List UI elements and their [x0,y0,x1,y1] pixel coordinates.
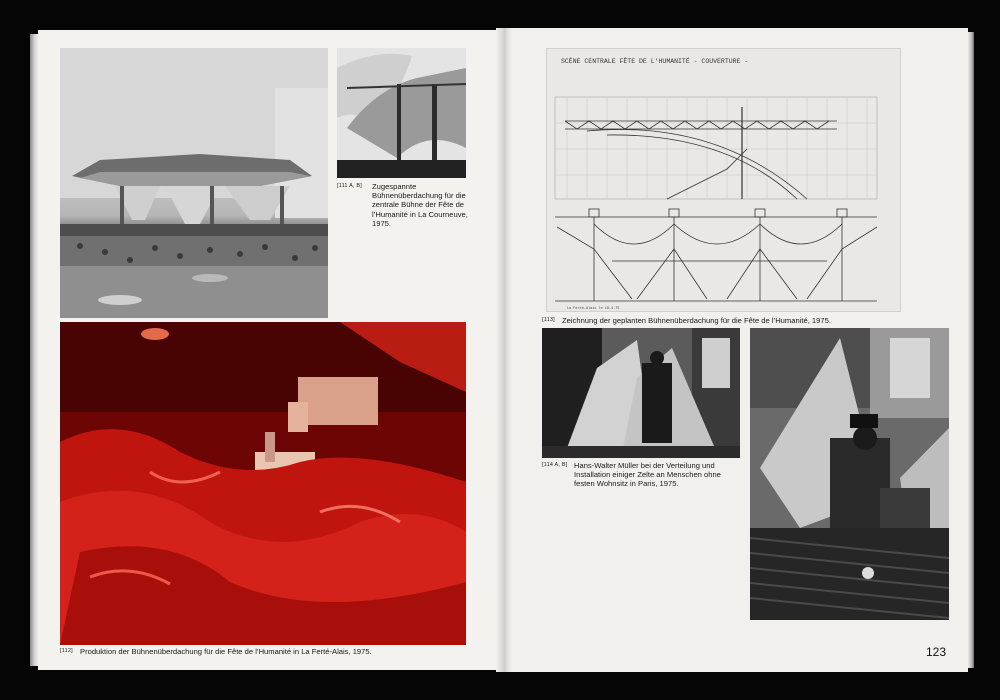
fig-113-caption: Zeichnung der geplanten Bühnenüberdachung für die Fête de l’Humanité, 1975. [562,316,831,325]
book-gutter [496,28,512,672]
book-edge-left [30,34,38,666]
fig-111-tag: [111 A, B] [337,183,363,189]
red-production-photo [60,322,466,645]
street-tents-photo-b [750,328,949,620]
page-number: 123 [926,645,947,659]
fig-112-tag: [112] [60,648,73,654]
fig-114-caption: Hans-Walter Müller bei der Verteilung und Installation einiger Zelte an Menschen ohne festen Wohnsitz in Paris, 1975. [574,461,721,489]
book-edge-right [968,32,974,668]
tent-structure-photo [337,48,466,178]
fig-114-tag: [114 A, B] [542,462,568,468]
technical-drawing [546,48,901,312]
drawing-title: SCÈNE CENTRALE FÊTE DE L'HUMANITÉ - COUVERTURE - [561,58,749,65]
street-tents-photo-a [542,328,740,458]
fig-111-caption: Zugespannte Bühnenüberdachung für die zentrale Bühne der Fête de l’Humanité in La Courneuve, 1975. [372,182,468,228]
fig-112-caption: Produktion der Bühnenüberdachung für die Fête de l’Humanité in La Ferté-Alais, 1975. [80,647,372,656]
drawing-scale: La Ferté-Alais le 18.4.75 [567,307,620,311]
stage-roof-photo [60,48,328,318]
fig-113-tag: [113] [542,317,555,323]
